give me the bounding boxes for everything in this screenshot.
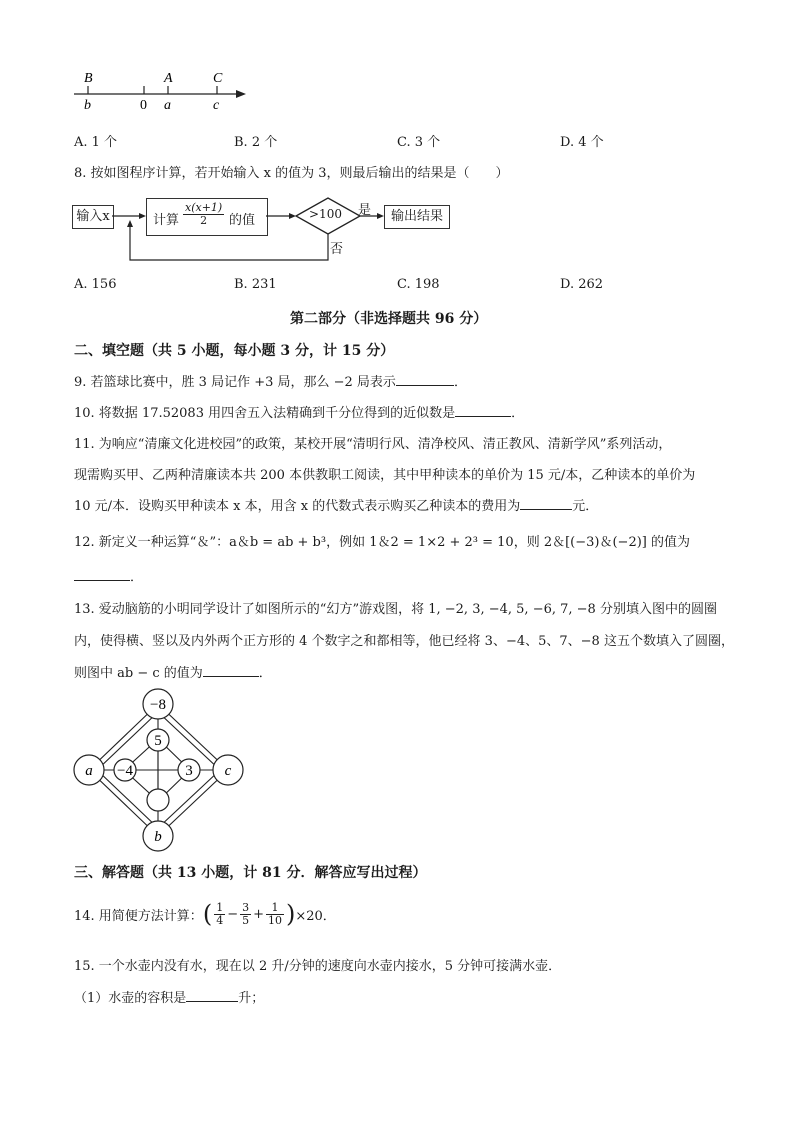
q14-op1: −	[227, 906, 239, 922]
q12-line1: 12. 新定义一种运算“＆”：a＆b = ab + b³，例如 1＆2 = 1×2 + 2³ = 10，则 2＆[(−3)＆(−2)] 的值为	[74, 535, 690, 550]
section2-title: 二、填空题（共 5 小题，每小题 3 分，计 15 分）	[74, 343, 395, 359]
q13-answer-blank[interactable]	[203, 664, 259, 677]
q14-prefix: 14. 用简便方法计算：	[74, 908, 203, 924]
q14-f2-num: 3	[242, 900, 250, 914]
label-0: 0	[140, 98, 147, 113]
q7-option-d: D. 4 个	[560, 135, 604, 150]
q7-option-b: B. 2 个	[234, 135, 278, 150]
label-b: b	[84, 98, 91, 113]
q13-line1: 13. 爱动脑筋的小明同学设计了如图所示的“幻方”游戏图，将 1, −2, 3, −4, 5, −6, 7, −8 分别填入图中的圆圈	[74, 602, 717, 617]
q9: 9. 若篮球比赛中，胜 3 局记作 +3 局，那么 −2 局表示 ．	[74, 375, 467, 390]
q11-unit: 元．	[572, 499, 599, 514]
q15-part1-text: （1）水壶的容积是	[74, 991, 187, 1006]
flow-loop	[130, 224, 328, 260]
number-line-arrow	[236, 90, 246, 98]
q11-line1: 11. 为响应“清廉文化进校园”的政策，某校开展“清明行风、清净校风、清正教风、清新学风”系列活动，	[74, 437, 672, 452]
q11-answer-blank[interactable]	[520, 497, 572, 510]
q13-line2: 内，使得横、竖以及内外两个正方形的 4 个数字之和都相等，他已经将 3、−4、5、7、−8 这五个数填入了圆圈，	[74, 634, 734, 649]
q14-f1-num: 1	[216, 900, 224, 914]
flow-no-label: 否	[330, 242, 344, 257]
q10-text: 10. 将数据 17.52083 用四舍五入法精确到千分位得到的近似数是	[74, 406, 456, 421]
q10: 10. 将数据 17.52083 用四舍五入法精确到千分位得到的近似数是 ．	[74, 406, 525, 421]
q9-text: 9. 若篮球比赛中，胜 3 局记作 +3 局，那么 −2 局表示	[74, 375, 396, 390]
flow-input-label: 输入x	[76, 209, 110, 224]
flow-fraction-den: 2	[200, 214, 208, 227]
q8-option-b: B. 231	[234, 277, 277, 292]
q9-answer-blank[interactable]	[396, 373, 454, 386]
magic-right-value: c	[224, 763, 232, 779]
flow-yes-label: 是	[358, 203, 372, 218]
label-A: A	[164, 71, 173, 86]
label-a: a	[164, 98, 171, 113]
q7-option-a: A. 1 个	[74, 135, 118, 150]
section3-title: 三、解答题（共 13 小题，计 81 分．解答应写出过程）	[74, 865, 427, 881]
q12-answer-blank[interactable]	[74, 568, 130, 581]
q15-line1: 15. 一个水壶内没有水，现在以 2 升/分钟的速度向水壶内接水，5 分钟可接满水壶．	[74, 959, 562, 974]
magic-inner-right-value: 3	[185, 763, 193, 779]
q10-answer-blank[interactable]	[455, 404, 511, 417]
q11-line3	[74, 495, 598, 514]
q14-f2-den: 5	[242, 913, 250, 927]
magic-bottom-value: b	[154, 829, 162, 845]
magic-inner-top-value: 5	[154, 733, 162, 749]
q12-line2: ．	[74, 566, 143, 585]
label-C: C	[213, 71, 223, 86]
q8-option-a: A. 156	[74, 277, 117, 292]
flow-diamond-label: >100	[309, 207, 342, 221]
magic-left-value: a	[85, 763, 93, 779]
q15-line2	[74, 987, 264, 1006]
label-c: c	[213, 98, 220, 113]
magic-top-value: −8	[150, 697, 166, 713]
q14-suffix: ×20．	[295, 908, 336, 924]
q14: 14. 用简便方法计算： ( $\frac{1}{4}$ − $\frac{3}{5}$ + $\frac{1}{10}$ ) ×20．	[74, 900, 336, 928]
q14-op2: +	[253, 906, 264, 922]
flow-fraction-num: x(x+1)	[185, 201, 223, 214]
q13-line3: 则图中 ab − c 的值为 ．	[74, 666, 272, 681]
flow-output-label: 输出结果	[390, 209, 443, 224]
flow-compute-suffix: 的值	[229, 213, 256, 228]
flow-compute-prefix: 计算	[153, 213, 180, 228]
flow-connectors	[60, 190, 460, 270]
flow-output-box	[384, 205, 450, 229]
q8-option-d: D. 262	[560, 277, 604, 292]
magic-inner-left-value: −4	[117, 763, 133, 779]
number-line-figure	[70, 64, 260, 114]
q14-f3-num: 1	[266, 902, 284, 915]
magic-square-figure	[70, 686, 250, 856]
q14-f1-den: 4	[216, 913, 224, 927]
q7-option-c: C. 3 个	[397, 135, 441, 150]
q8-stem: 8. 按如图程序计算，若开始输入 x 的值为 3，则最后输出的结果是（ ）	[74, 166, 509, 181]
label-B: B	[84, 71, 93, 86]
q15-answer-blank[interactable]	[186, 989, 238, 1002]
q15-unit: 升；	[238, 991, 265, 1006]
part2-title: 第二部分（非选择题共 96 分）	[290, 311, 488, 327]
q14-f3-den: 10	[268, 913, 282, 927]
q13-line3-text: 则图中 ab − c 的值为	[74, 666, 203, 681]
q11-line2: 现需购买甲、乙两种清廉读本共 200 本供教职工阅读，其中甲种读本的单价为 15 元/本，乙种读本的单价为	[74, 468, 696, 483]
q8-option-c: C. 198	[397, 277, 440, 292]
q11-line3-text: 10 元/本．设购买甲种读本 x 本，用含 x 的代数式表示购买乙种读本的费用为	[74, 499, 521, 514]
circle-inner-bottom	[147, 789, 169, 811]
